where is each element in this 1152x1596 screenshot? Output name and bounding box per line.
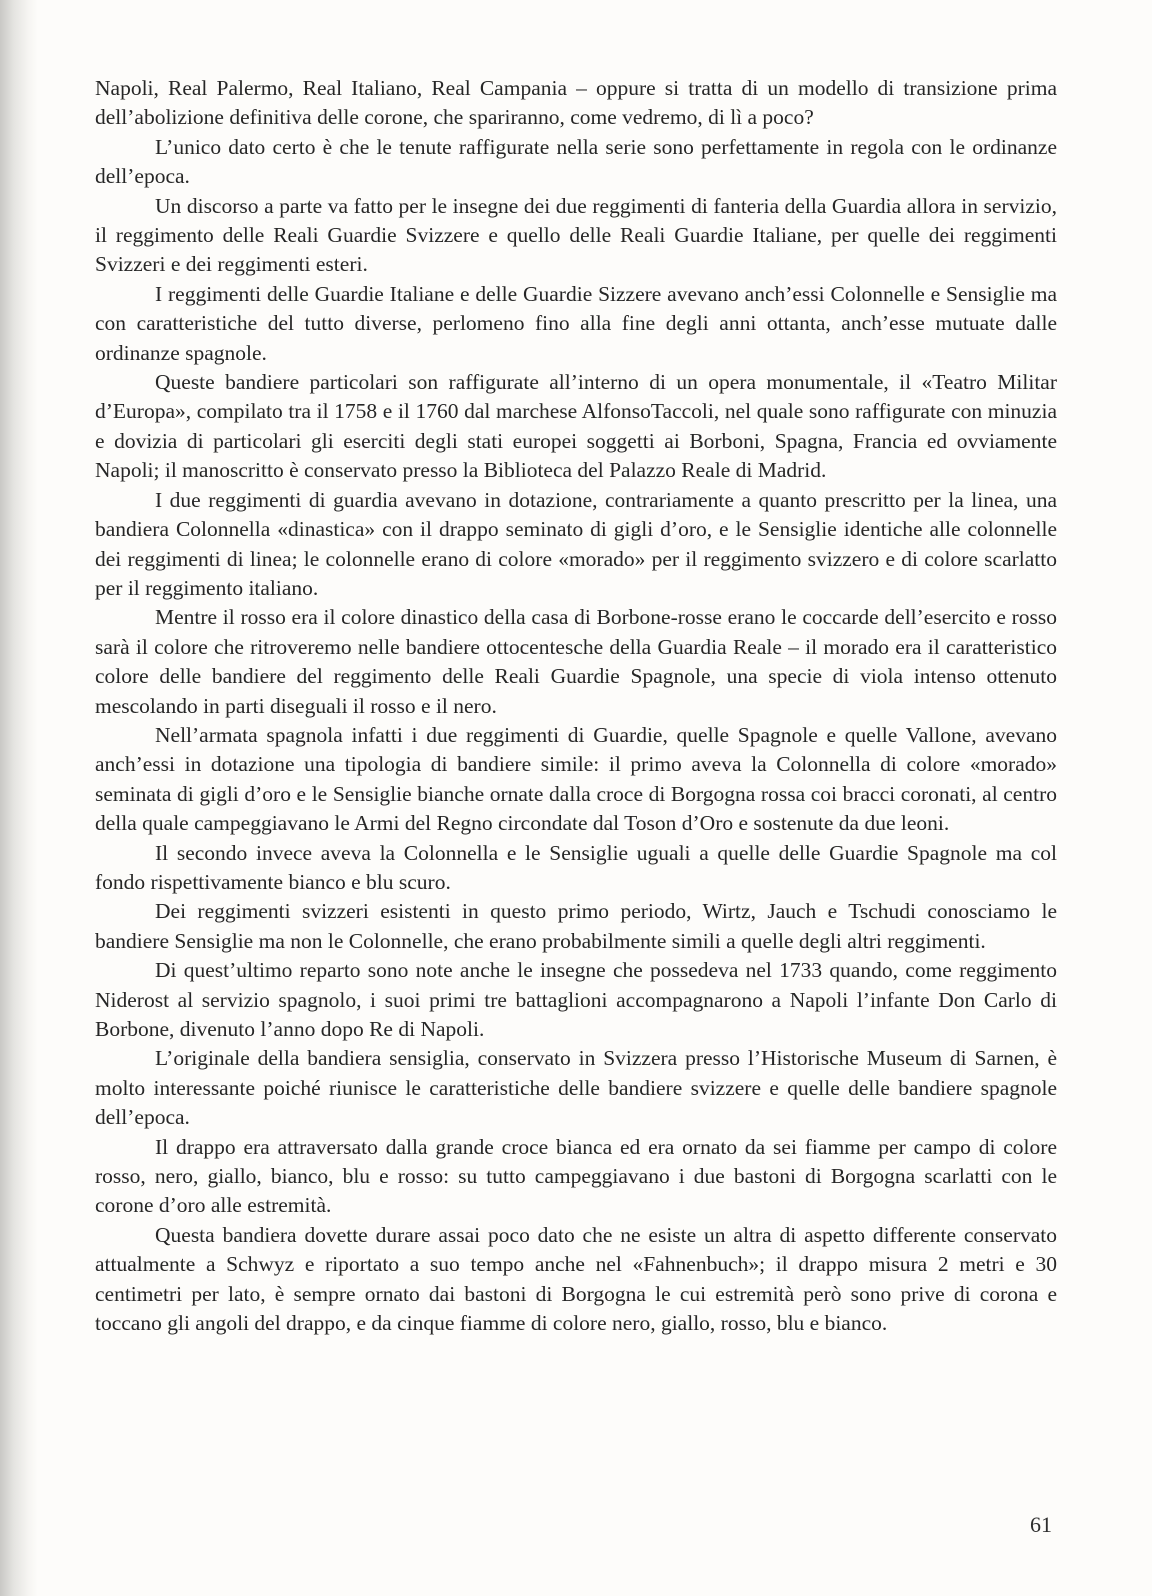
paragraph-8: Nell’armata spagnola infatti i due reggimenti di Guardie, quelle Spagnole e quelle Vallone, avevano anch’essi in dotazione una tipologia di bandiere simile: il primo aveva la Colonnella di colore «morado» seminata di gigli d’oro e le Sensiglie bianche ornate dalla croce di Borgogna rossa coi bracci coronati, al centro della quale campeggiavano le Armi del Regno circondate dal Toson d’Oro e sostenute da due leoni.	[95, 722, 1057, 836]
paragraph-7: Mentre il rosso era il colore dinastico della casa di Borbone-rosse erano le coccarde dell’esercito e rosso sarà il colore che ritroveremo nelle bandiere ottocentesche della Guardia Reale – il morado era il caratteristico colore delle bandiere del reggimento delle Reali Guardie Spagnole, una specie di viola intenso ottenuto mescolando in parti diseguali il rosso e il nero.	[95, 605, 1057, 718]
paragraph-10: Dei reggimenti svizzeri esistenti in questo primo periodo, Wirtz, Jauch e Tschudi conosciamo le bandiere Sensiglie ma non le Colonnelle, che erano probabilmente simili a quelle degli altri reggimenti.	[95, 899, 1057, 953]
paragraph-13: Il drappo era attraversato dalla grande croce bianca ed era ornato da sei fiamme per campo di colore rosso, nero, giallo, bianco, blu e rosso: su tutto campeggiavano i due bastoni di Borgogna scarlatti con le corone d’oro alle estremità.	[95, 1134, 1057, 1218]
paragraph-2: L’unico dato certo è che le tenute raffigurate nella serie sono perfettamente in regola con le ordinanze dell’epoca.	[95, 134, 1057, 189]
paragraph-4: I reggimenti delle Guardie Italiane e delle Guardie Sizzere avevano anch’essi Colonnelle e Sensiglie ma con caratteristiche del tutto diverse, perlomeno fino alla fine degli anni ottanta, anch’esse mutuate dalle ordinanze spagnole.	[95, 281, 1057, 365]
paragraph-1: Napoli, Real Palermo, Real Italiano, Real Campania – oppure si tratta di un modello di transizione prima dell’abolizione definitiva delle corone, che spariranno, come vedremo, di lì a poco?	[95, 76, 1057, 130]
paragraph-11: Di quest’ultimo reparto sono note anche le insegne che possedeva nel 1733 quando, come reggimento Niderost al servizio spagnolo, i suoi primi tre battaglioni accompagnarono a Napoli l’infante Don Carlo di Borbone, divenuto l’anno dopo Re di Napoli.	[95, 958, 1057, 1041]
page-number: 61	[1030, 1512, 1052, 1537]
paragraph-3: Un discorso a parte va fatto per le insegne dei due reggimenti di fanteria della Guardia allora in servizio, il reggimento delle Reali Guardie Svizzere e quello delle Reali Guardie Italiane, per quelle dei reggimenti Svizzeri e dei reggimenti esteri.	[95, 193, 1057, 277]
paragraph-5: Queste bandiere particolari son raffigurate all’interno di un opera monumentale, il «Teatro Militar d’Europa», compilato tra il 1758 e il 1760 dal marchese AlfonsoTaccoli, nel quale sono raffigurate con minuzia e dovizia di particolari gli eserciti degli stati europei soggetti ai Borboni, Spagna, Francia ed ovviamente Napoli; il manoscritto è conservato presso la Biblioteca del Palazzo Reale di Madrid.	[95, 370, 1057, 483]
paragraph-9: Il secondo invece aveva la Colonnella e le Sensiglie uguali a quelle delle Guardie Spagnole ma col fondo rispettivamente bianco e blu scuro.	[95, 840, 1057, 894]
body-text	[95, 74, 1057, 1338]
paragraph-14: Questa bandiera dovette durare assai poco dato che ne esiste un altra di aspetto differente conservato attualmente a Schwyz e riportato a suo tempo anche nel «Fahnenbuch»; il drappo misura 2 metri e 30 centimetri per lato, è sempre ornato dai bastoni di Borgogna le cui estremità però sono prive di corona e toccano gli angoli del drappo, e da cinque fiamme di colore nero, giallo, rosso, blu e bianco.	[95, 1222, 1057, 1336]
page-gutter-shadow	[0, 0, 38, 1596]
paragraph-6: I due reggimenti di guardia avevano in dotazione, contrariamente a quanto prescritto per la linea, una bandiera Colonnella «dinastica» con il drappo seminato di gigli d’oro, e le Sensiglie identiche alle colonnelle dei reggimenti di linea; le colonnelle erano di colore «morado» per il reggimento svizzero e di colore scarlatto per il reggimento italiano.	[95, 487, 1057, 600]
paragraph-12: L’originale della bandiera sensiglia, conservato in Svizzera presso l’Historische Museum di Sarnen, è molto interessante poiché riunisce le caratteristiche delle bandiere svizzere e quelle delle bandiere spagnole dell’epoca.	[95, 1046, 1057, 1130]
